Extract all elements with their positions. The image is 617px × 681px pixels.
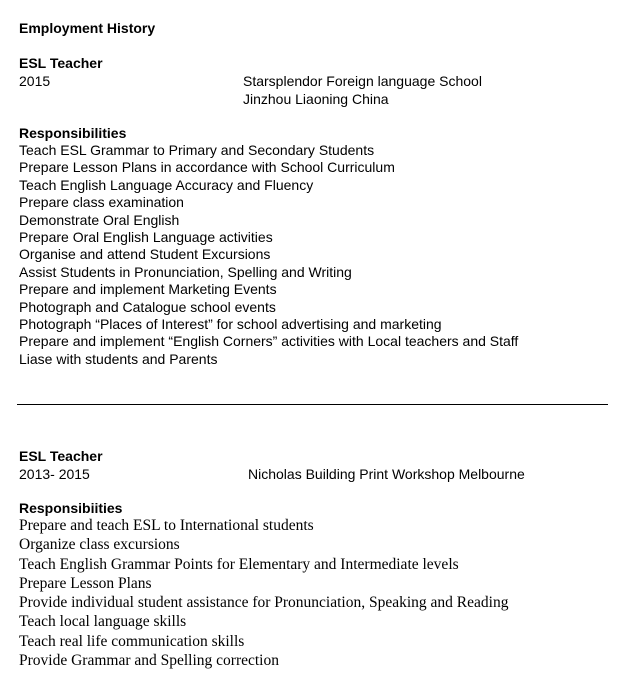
list-item: Teach real life communication skills bbox=[19, 632, 245, 650]
employer-line: Starsplendor Foreign language School bbox=[243, 73, 482, 89]
list-item: Assist Students in Pronunciation, Spelling and Writing bbox=[19, 263, 352, 280]
list-item: Prepare class examination bbox=[19, 194, 184, 211]
responsibilities-list bbox=[19, 516, 508, 670]
employer-line: Jinzhou Liaoning China bbox=[243, 90, 389, 107]
list-item: Organise and attend Student Excursions bbox=[19, 246, 271, 263]
job-date: 2015 bbox=[19, 73, 51, 89]
list-item: Teach local language skills bbox=[19, 613, 187, 631]
section-title: Employment History bbox=[19, 20, 156, 36]
list-item: Prepare and teach ESL to International students bbox=[19, 517, 314, 534]
list-item: Photograph “Places of Interest” for school advertising and marketing bbox=[19, 316, 442, 333]
list-item: Provide individual student assistance for Pronunciation, Speaking and Reading bbox=[19, 594, 509, 612]
list-item: Demonstrate Oral English bbox=[19, 211, 180, 228]
employer bbox=[248, 466, 525, 484]
list-item: Teach ESL Grammar to Primary and Secondary Students bbox=[19, 142, 375, 158]
section-divider bbox=[17, 404, 608, 405]
responsibilities-heading: Responsibilities bbox=[19, 125, 127, 141]
list-item: Prepare Oral English Language activities bbox=[19, 229, 273, 246]
list-item: Photograph and Catalogue school events bbox=[19, 298, 276, 315]
job-title: ESL Teacher bbox=[19, 55, 103, 71]
employer bbox=[243, 73, 482, 108]
employer-line: Nicholas Building Print Workshop Melbourne bbox=[248, 466, 525, 482]
list-item: Organize class excursions bbox=[19, 536, 180, 554]
list-item: Prepare and implement “English Corners” activities with Local teachers and Staff bbox=[19, 333, 519, 350]
list-item: Prepare Lesson Plans in accordance with School Curriculum bbox=[19, 159, 395, 176]
responsibilities-heading: Responsibiities bbox=[19, 500, 123, 516]
responsibilities-list bbox=[19, 142, 518, 368]
list-item: Provide Grammar and Spelling correction bbox=[19, 652, 279, 670]
list-item: Liase with students and Parents bbox=[19, 350, 218, 367]
list-item: Teach English Language Accuracy and Fluency bbox=[19, 176, 314, 193]
list-item: Teach English Grammar Points for Elementary and Intermediate levels bbox=[19, 555, 459, 573]
job-date: 2013- 2015 bbox=[19, 466, 90, 482]
list-item: Prepare Lesson Plans bbox=[19, 574, 152, 592]
job-title: ESL Teacher bbox=[19, 448, 103, 464]
list-item: Prepare and implement Marketing Events bbox=[19, 281, 277, 298]
